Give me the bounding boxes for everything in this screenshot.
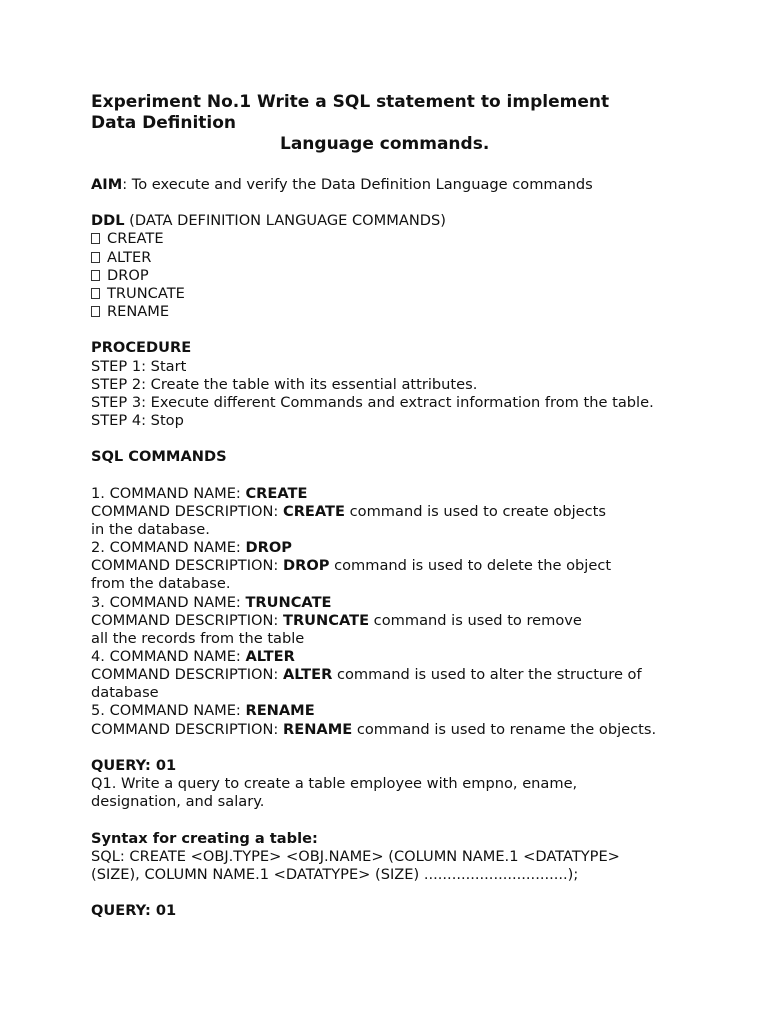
document-body xyxy=(91,176,731,920)
command-name: 3. COMMAND NAME: TRUNCATE xyxy=(91,593,332,611)
query-text-cont: designation, and salary. xyxy=(91,793,265,811)
page-title xyxy=(91,92,691,155)
title-line-2: Data Definition xyxy=(91,113,237,133)
ddl-text: (DATA DEFINITION LANGUAGE COMMANDS) xyxy=(124,212,446,230)
box-icon xyxy=(91,270,100,281)
command-description: COMMAND DESCRIPTION: CREATE command is used to create objects xyxy=(91,502,606,520)
box-icon xyxy=(91,233,100,244)
ddl-item-label: ALTER xyxy=(107,248,152,266)
syntax-line-cont: (SIZE), COLUMN NAME.1 <DATATYPE> (SIZE) ...............................); xyxy=(91,865,579,883)
command-name: 2. COMMAND NAME: DROP xyxy=(91,539,292,557)
title-line-3: Language commands. xyxy=(280,134,490,154)
command-description-cont: all the records from the table xyxy=(91,629,305,647)
query-heading-repeat: QUERY: 01 xyxy=(91,902,177,920)
command-description-cont: database xyxy=(91,684,159,702)
procedure-heading: PROCEDURE xyxy=(91,339,192,357)
procedure-step: STEP 3: Execute different Commands and extract information from the table. xyxy=(91,393,654,411)
command-description-cont: in the database. xyxy=(91,520,210,538)
procedure-step: STEP 4: Stop xyxy=(91,412,184,429)
list-item xyxy=(91,285,731,303)
box-icon xyxy=(91,288,100,299)
command-description: COMMAND DESCRIPTION: TRUNCATE command is used to remove xyxy=(91,611,582,629)
aim-text: : To execute and verify the Data Definition Language commands xyxy=(122,176,593,193)
ddl-heading xyxy=(91,212,731,230)
query-text: Q1. Write a query to create a table employee with empno, ename, xyxy=(91,775,578,793)
sql-commands-heading: SQL COMMANDS xyxy=(91,448,227,466)
list-item xyxy=(91,267,731,285)
list-item xyxy=(91,249,731,267)
command-name: 4. COMMAND NAME: ALTER xyxy=(91,648,295,665)
box-icon xyxy=(91,252,100,263)
procedure-step: STEP 1: Start xyxy=(91,357,187,375)
syntax-line: SQL: CREATE <OBJ.TYPE> <OBJ.NAME> (COLUMN NAME.1 <DATATYPE> xyxy=(91,847,620,865)
command-name: 1. COMMAND NAME: CREATE xyxy=(91,484,308,502)
command-description: COMMAND DESCRIPTION: DROP command is used to delete the object xyxy=(91,557,612,575)
command-description: COMMAND DESCRIPTION: RENAME command is used to rename the objects. xyxy=(91,720,657,738)
ddl-item-label: DROP xyxy=(107,266,149,284)
box-icon xyxy=(91,306,100,317)
aim-label: AIM xyxy=(91,176,123,193)
title-line-1: Experiment No.1 Write a SQL statement to implement xyxy=(91,92,610,112)
command-name: 5. COMMAND NAME: RENAME xyxy=(91,702,315,720)
aim-paragraph xyxy=(91,176,731,194)
procedure-step: STEP 2: Create the table with its essential attributes. xyxy=(91,375,478,393)
ddl-item-label: RENAME xyxy=(107,303,170,321)
ddl-item-label: TRUNCATE xyxy=(107,284,185,302)
ddl-item-label: CREATE xyxy=(107,230,164,248)
list-item xyxy=(91,303,731,321)
command-description: COMMAND DESCRIPTION: ALTER command is used to alter the structure of xyxy=(91,666,642,684)
syntax-heading: Syntax for creating a table: xyxy=(91,829,318,847)
ddl-label: DDL xyxy=(91,212,125,230)
list-item xyxy=(91,230,731,248)
command-description-cont: from the database. xyxy=(91,575,231,593)
query-heading: QUERY: 01 xyxy=(91,756,177,774)
